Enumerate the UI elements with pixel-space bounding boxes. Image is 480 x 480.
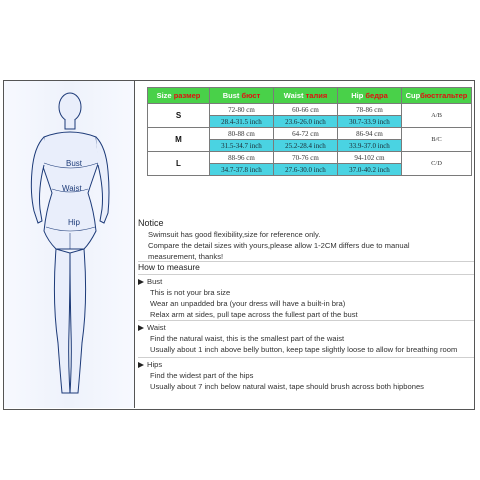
- hip-inch-cell: 30.7-33.9 inch: [338, 116, 402, 128]
- bust-inch-cell: 34.7-37.8 inch: [210, 164, 274, 176]
- hip-inch-cell: 33.9-37.0 inch: [338, 140, 402, 152]
- notice-line: Compare the detail sizes with yours,please allow 1-2CM differs due to manual: [148, 241, 410, 250]
- divider: [138, 357, 474, 358]
- bust-instruction: Relax arm at sides, pull tape across the fullest part of the bust: [150, 310, 358, 319]
- bust-cm-cell: 72-80 cm: [210, 104, 274, 116]
- header-hip: Hip бедра: [338, 88, 402, 104]
- size-cell: L: [148, 152, 210, 176]
- waist-instruction: Usually about 1 inch above belly button, keep tape slightly loose to allow for breathing room: [150, 345, 458, 354]
- table-row: [148, 128, 472, 140]
- waist-cm-cell: 70-76 cm: [274, 152, 338, 164]
- cup-cell: B/C: [402, 128, 472, 152]
- triangle-right-icon: [138, 279, 144, 285]
- bust-cm-cell: 88-96 cm: [210, 152, 274, 164]
- divider: [138, 320, 474, 321]
- bust-inch-cell: 31.5-34.7 inch: [210, 140, 274, 152]
- hips-instruction: Usually about 7 inch below natural waist, tape should brush across both hipbones: [150, 382, 424, 391]
- bust-section-heading: Bust: [147, 277, 163, 286]
- how-to-measure-title: How to measure: [138, 262, 200, 272]
- hips-instruction: Find the widest part of the hips: [150, 371, 254, 380]
- hip-inch-cell: 37.0-40.2 inch: [338, 164, 402, 176]
- hips-section-heading: Hips: [147, 360, 163, 369]
- bust-figure-label: Bust: [66, 159, 83, 168]
- triangle-right-icon: [138, 325, 144, 331]
- hips-section: [138, 359, 474, 392]
- bust-section: [138, 276, 474, 320]
- cup-cell: C/D: [402, 152, 472, 176]
- notice-line: Swimsuit has good flexibility,size for reference only.: [148, 230, 321, 239]
- waist-instruction: Find the natural waist, this is the smallest part of the waist: [150, 334, 345, 343]
- header-cup: Cupбюстгальтер: [402, 88, 472, 104]
- header-bust: Bust бюст: [210, 88, 274, 104]
- header-waist: Waist талия: [274, 88, 338, 104]
- header-size: Size размер: [148, 88, 210, 104]
- table-row: [148, 152, 472, 164]
- waist-cm-cell: 60-66 cm: [274, 104, 338, 116]
- waist-inch-cell: 27.6-30.0 inch: [274, 164, 338, 176]
- size-table-header-row: [148, 88, 472, 104]
- size-cell: S: [148, 104, 210, 128]
- divider: [138, 274, 474, 275]
- waist-inch-cell: 23.6-26.0 inch: [274, 116, 338, 128]
- bust-instruction: This is not your bra size: [150, 288, 231, 297]
- waist-section-heading: Waist: [147, 323, 166, 332]
- bust-cm-cell: 80-88 cm: [210, 128, 274, 140]
- triangle-right-icon: [138, 362, 144, 368]
- body-figure-panel: [4, 81, 135, 408]
- hip-cm-cell: 78-86 cm: [338, 104, 402, 116]
- body-silhouette-illustration: [4, 81, 134, 408]
- table-row: [148, 104, 472, 116]
- notice-body: [148, 229, 474, 262]
- bust-instruction: Wear an unpadded bra (your dress will have a built-in bra): [150, 299, 346, 308]
- waist-cm-cell: 64-72 cm: [274, 128, 338, 140]
- size-cell: M: [148, 128, 210, 152]
- notice-title: Notice: [138, 218, 164, 228]
- size-table: [147, 87, 472, 176]
- waist-inch-cell: 25.2-28.4 inch: [274, 140, 338, 152]
- hip-cm-cell: 86-94 cm: [338, 128, 402, 140]
- bust-inch-cell: 28.4-31.5 inch: [210, 116, 274, 128]
- hip-figure-label: Hip: [68, 218, 81, 227]
- cup-cell: A/B: [402, 104, 472, 128]
- waist-figure-label: Waist: [62, 184, 82, 193]
- waist-section: [138, 322, 474, 355]
- notice-line: measurement, thanks!: [148, 252, 224, 261]
- hip-cm-cell: 94-102 cm: [338, 152, 402, 164]
